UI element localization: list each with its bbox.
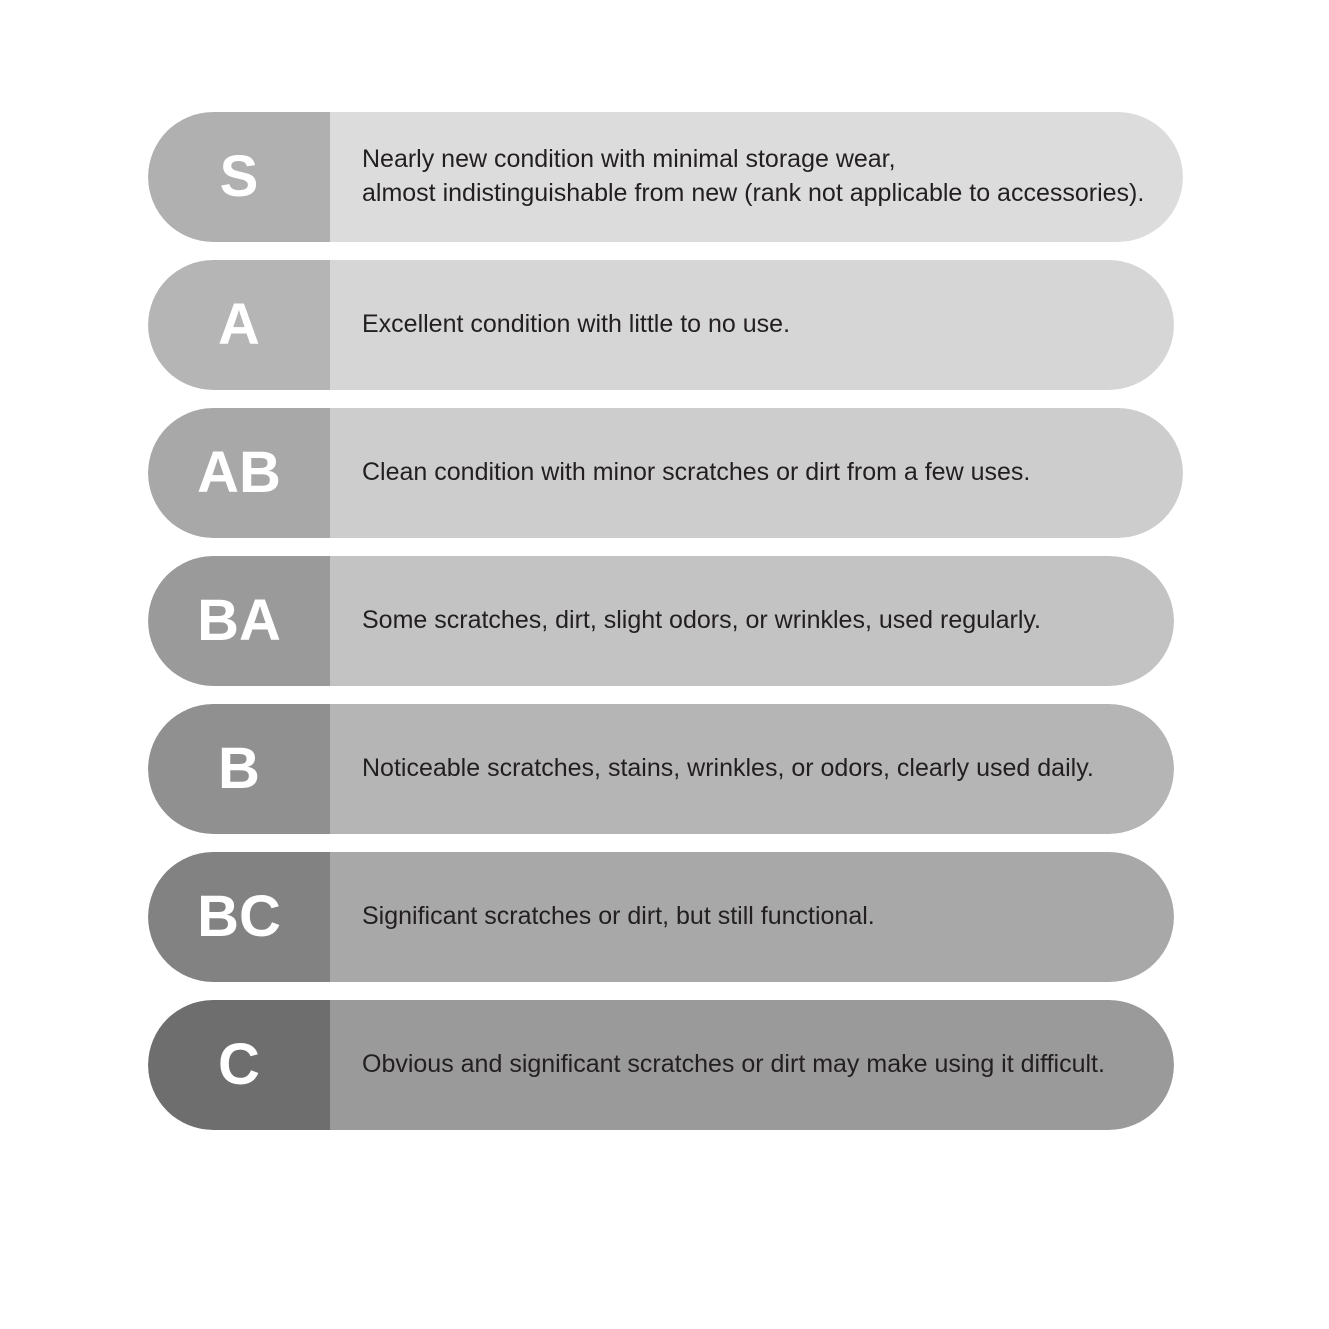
grade-description: Significant scratches or dirt, but still functional. [330, 852, 1174, 982]
grade-description: Noticeable scratches, stains, wrinkles, or odors, clearly used daily. [330, 704, 1174, 834]
grade-badge-b: B [148, 704, 330, 834]
grade-description: Clean condition with minor scratches or dirt from a few uses. [330, 408, 1183, 538]
grade-description: Obvious and significant scratches or dirt may make using it difficult. [330, 1000, 1174, 1130]
grade-row [148, 408, 1183, 538]
grade-description: Excellent condition with little to no use. [330, 260, 1174, 390]
grade-badge-a: A [148, 260, 330, 390]
grade-badge-s: S [148, 112, 330, 242]
grade-row [148, 852, 1174, 982]
grade-description: Nearly new condition with minimal storage wear, almost indistinguishable from new (rank not applicable to accessories). [330, 112, 1183, 242]
grade-badge-ba: BA [148, 556, 330, 686]
grade-description: Some scratches, dirt, slight odors, or wrinkles, used regularly. [330, 556, 1174, 686]
grade-row [148, 704, 1174, 834]
grade-row [148, 112, 1183, 242]
grade-badge-bc: BC [148, 852, 330, 982]
grade-row [148, 556, 1174, 686]
grade-row [148, 1000, 1174, 1130]
grade-badge-c: C [148, 1000, 330, 1130]
grade-row [148, 260, 1174, 390]
grade-badge-ab: AB [148, 408, 330, 538]
